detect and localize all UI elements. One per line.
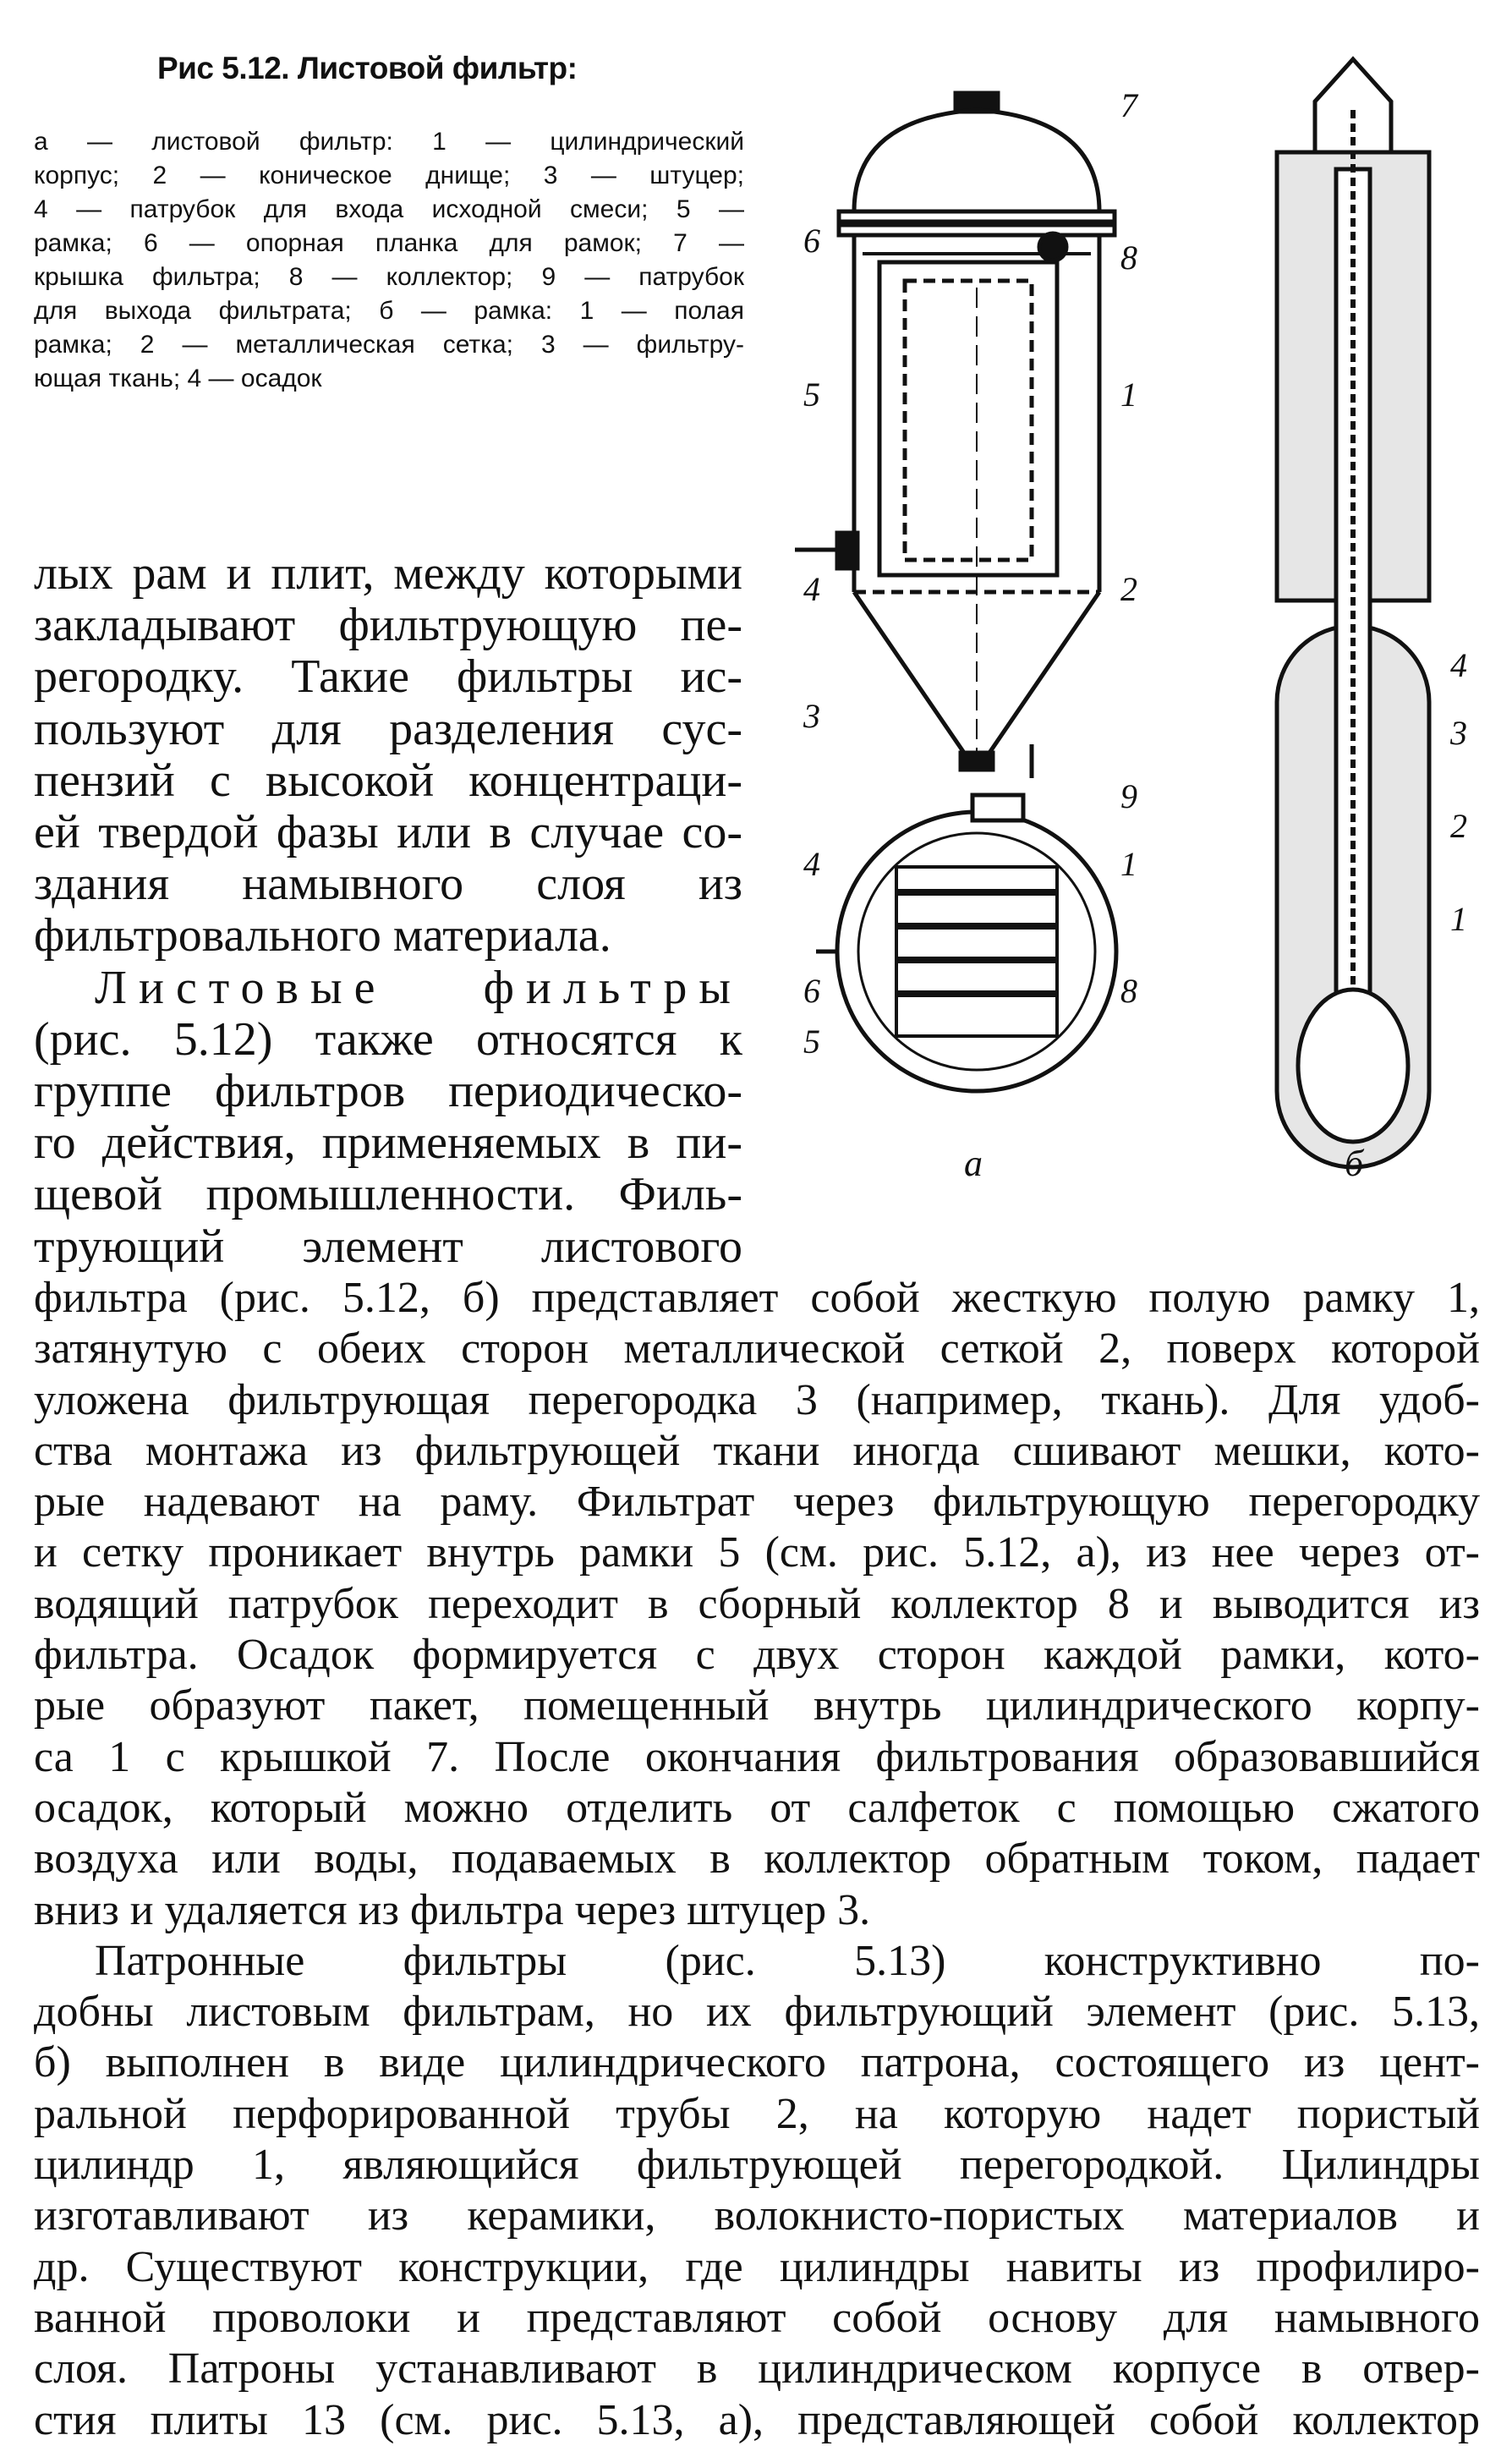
text-line: воздуха или воды, подаваемых в коллектор обратным током, падает	[34, 1834, 1480, 1884]
label-6: 6	[803, 222, 820, 260]
text-line: фильтровального материала.	[34, 910, 611, 962]
body-text-narrow	[34, 548, 742, 1273]
figure-caption-title: Рис 5.12. Листовой фильтр:	[157, 51, 578, 85]
caption-line: крышка фильтра; 8 — коллектор; 9 — патрубок	[34, 263, 744, 291]
text-line: пензий с высокой концентраци-	[34, 754, 742, 807]
text-line: ства монтажа из фильтрующей ткани иногда сшивают мешки, кото-	[34, 1426, 1480, 1475]
text-line: щевой промышленности. Филь-	[34, 1169, 742, 1221]
text-line: ральной перфорированной трубы 2, на которую надет пористый	[34, 2089, 1480, 2138]
text-line: Листовые фильтры	[95, 962, 742, 1014]
caption-line: рамка; 2 — металлическая сетка; 3 — фильтру-	[34, 331, 744, 359]
label-5: 5	[803, 376, 820, 414]
sublabel-a: а	[964, 1143, 983, 1184]
label-6b: 6	[803, 972, 820, 1010]
text-line: уложена фильтрующая перегородка 3 (например, ткань). Для удоб-	[34, 1375, 1480, 1424]
text-line: осадок, который можно отделить от салфеток с помощью сжатого	[34, 1783, 1480, 1832]
text-line: ей твердой фазы или в случае со-	[34, 807, 742, 859]
filter-vertical-section	[795, 93, 1115, 770]
text-line: добны листовым фильтрам, но их фильтрующий элемент (рис. 5.13,	[34, 1988, 1480, 2037]
label-4: 4	[803, 570, 820, 608]
label-b-1: 1	[1450, 900, 1467, 938]
label-2: 2	[1120, 570, 1137, 608]
caption-line: рамка; 6 — опорная планка для рамок; 7 —	[34, 229, 744, 257]
label-7: 7	[1120, 86, 1137, 124]
leaf-filter-drawing	[761, 51, 1497, 1218]
text-line: и сетку проникает внутрь рамки 5 (см. рис. 5.12, а), из нее через от-	[34, 1528, 1480, 1577]
text-line: рые образуют пакет, помещенный внутрь цилиндрического корпу-	[34, 1681, 1480, 1730]
text-line: цилиндр 1, являющийся фильтрующей перегородкой. Цилиндры	[34, 2141, 1480, 2190]
caption-line: а — листовой фильтр: 1 — цилиндрический	[34, 128, 744, 156]
leaf-filter-figure	[761, 51, 1497, 1218]
text-line: рые надевают на раму. Фильтрат через фильтрующую перегородку	[34, 1478, 1480, 1527]
text-line: водящий патрубок переходит в сборный коллектор 8 и выводится из	[34, 1579, 1480, 1628]
text-line: го действия, применяемых в пи-	[34, 1117, 742, 1170]
label-b-3: 3	[1450, 714, 1467, 752]
text-line: Патронные фильтры (рис. 5.13) конструктивно по-	[95, 1936, 1480, 1985]
caption-line: корпус; 2 — коническое днище; 3 — штуцер;	[34, 162, 744, 189]
sublabel-b: б	[1345, 1143, 1364, 1184]
filter-horizontal-section	[816, 744, 1116, 1091]
text-line: закладывают фильтрующую пе-	[34, 600, 742, 652]
label-3: 3	[803, 697, 820, 735]
text-line: вниз и удаляется из фильтра через штуцер 3.	[34, 1885, 871, 1934]
text-line: лых рам и плит, между которыми	[34, 548, 742, 600]
text-line: пользуют для разделения сус-	[34, 703, 742, 755]
text-line: трующий элемент листового	[34, 1220, 742, 1273]
text-line: са 1 с крышкой 7. После окончания фильтрования образовавшийся	[34, 1732, 1480, 1781]
label-9: 9	[1120, 777, 1137, 815]
caption-line: для выхода фильтрата; б — рамка: 1 — полая	[34, 297, 744, 325]
text-line: затянутую с обеих сторон металлической сеткой 2, поверх которой	[34, 1324, 1480, 1374]
text-line: стия плиты 13 (см. рис. 5.13, а), представляющей собой коллектор	[34, 2395, 1480, 2444]
text-line: группе фильтров периодическо-	[34, 1066, 742, 1118]
label-b-4: 4	[1450, 646, 1467, 684]
label-5b: 5	[803, 1023, 820, 1061]
text-line: б) выполнен в виде цилиндрического патрона, состоящего из цент-	[34, 2038, 1480, 2087]
text-line: здания намывного слоя из	[34, 858, 742, 911]
text-line: регородку. Такие фильтры ис-	[34, 651, 742, 704]
figure-caption-body	[34, 125, 744, 396]
label-8b: 8	[1120, 972, 1137, 1010]
caption-line: 4 — патрубок для входа исходной смеси; 5 —	[34, 195, 744, 223]
text-line: изготавливают из керамики, волокнисто-пористых материалов и	[34, 2191, 1480, 2240]
label-1: 1	[1120, 376, 1137, 414]
text-line: фильтра. Осадок формируется с двух сторон каждой рамки, кото-	[34, 1631, 1480, 1680]
label-4b: 4	[803, 845, 820, 883]
label-b-2: 2	[1450, 807, 1467, 845]
text-line: слоя. Патроны устанавливают в цилиндрическом корпусе в отвер-	[34, 2345, 1480, 2394]
text-line: фильтра (рис. 5.12, б) представляет собой жесткую полую рамку 1,	[34, 1274, 1480, 1322]
label-1b: 1	[1120, 845, 1137, 883]
text-line: (рис. 5.12) также относятся к	[34, 1013, 742, 1066]
filter-frame-detail	[1277, 59, 1429, 1167]
label-8: 8	[1120, 239, 1137, 277]
text-line: ванной проволоки и представляют собой основу для намывного	[34, 2293, 1480, 2342]
body-text-wide	[34, 1273, 1480, 2446]
text-line: др. Существуют конструкции, где цилиндры навиты из профилиро-	[34, 2242, 1480, 2291]
caption-line: ющая ткань; 4 — осадок	[34, 365, 322, 392]
